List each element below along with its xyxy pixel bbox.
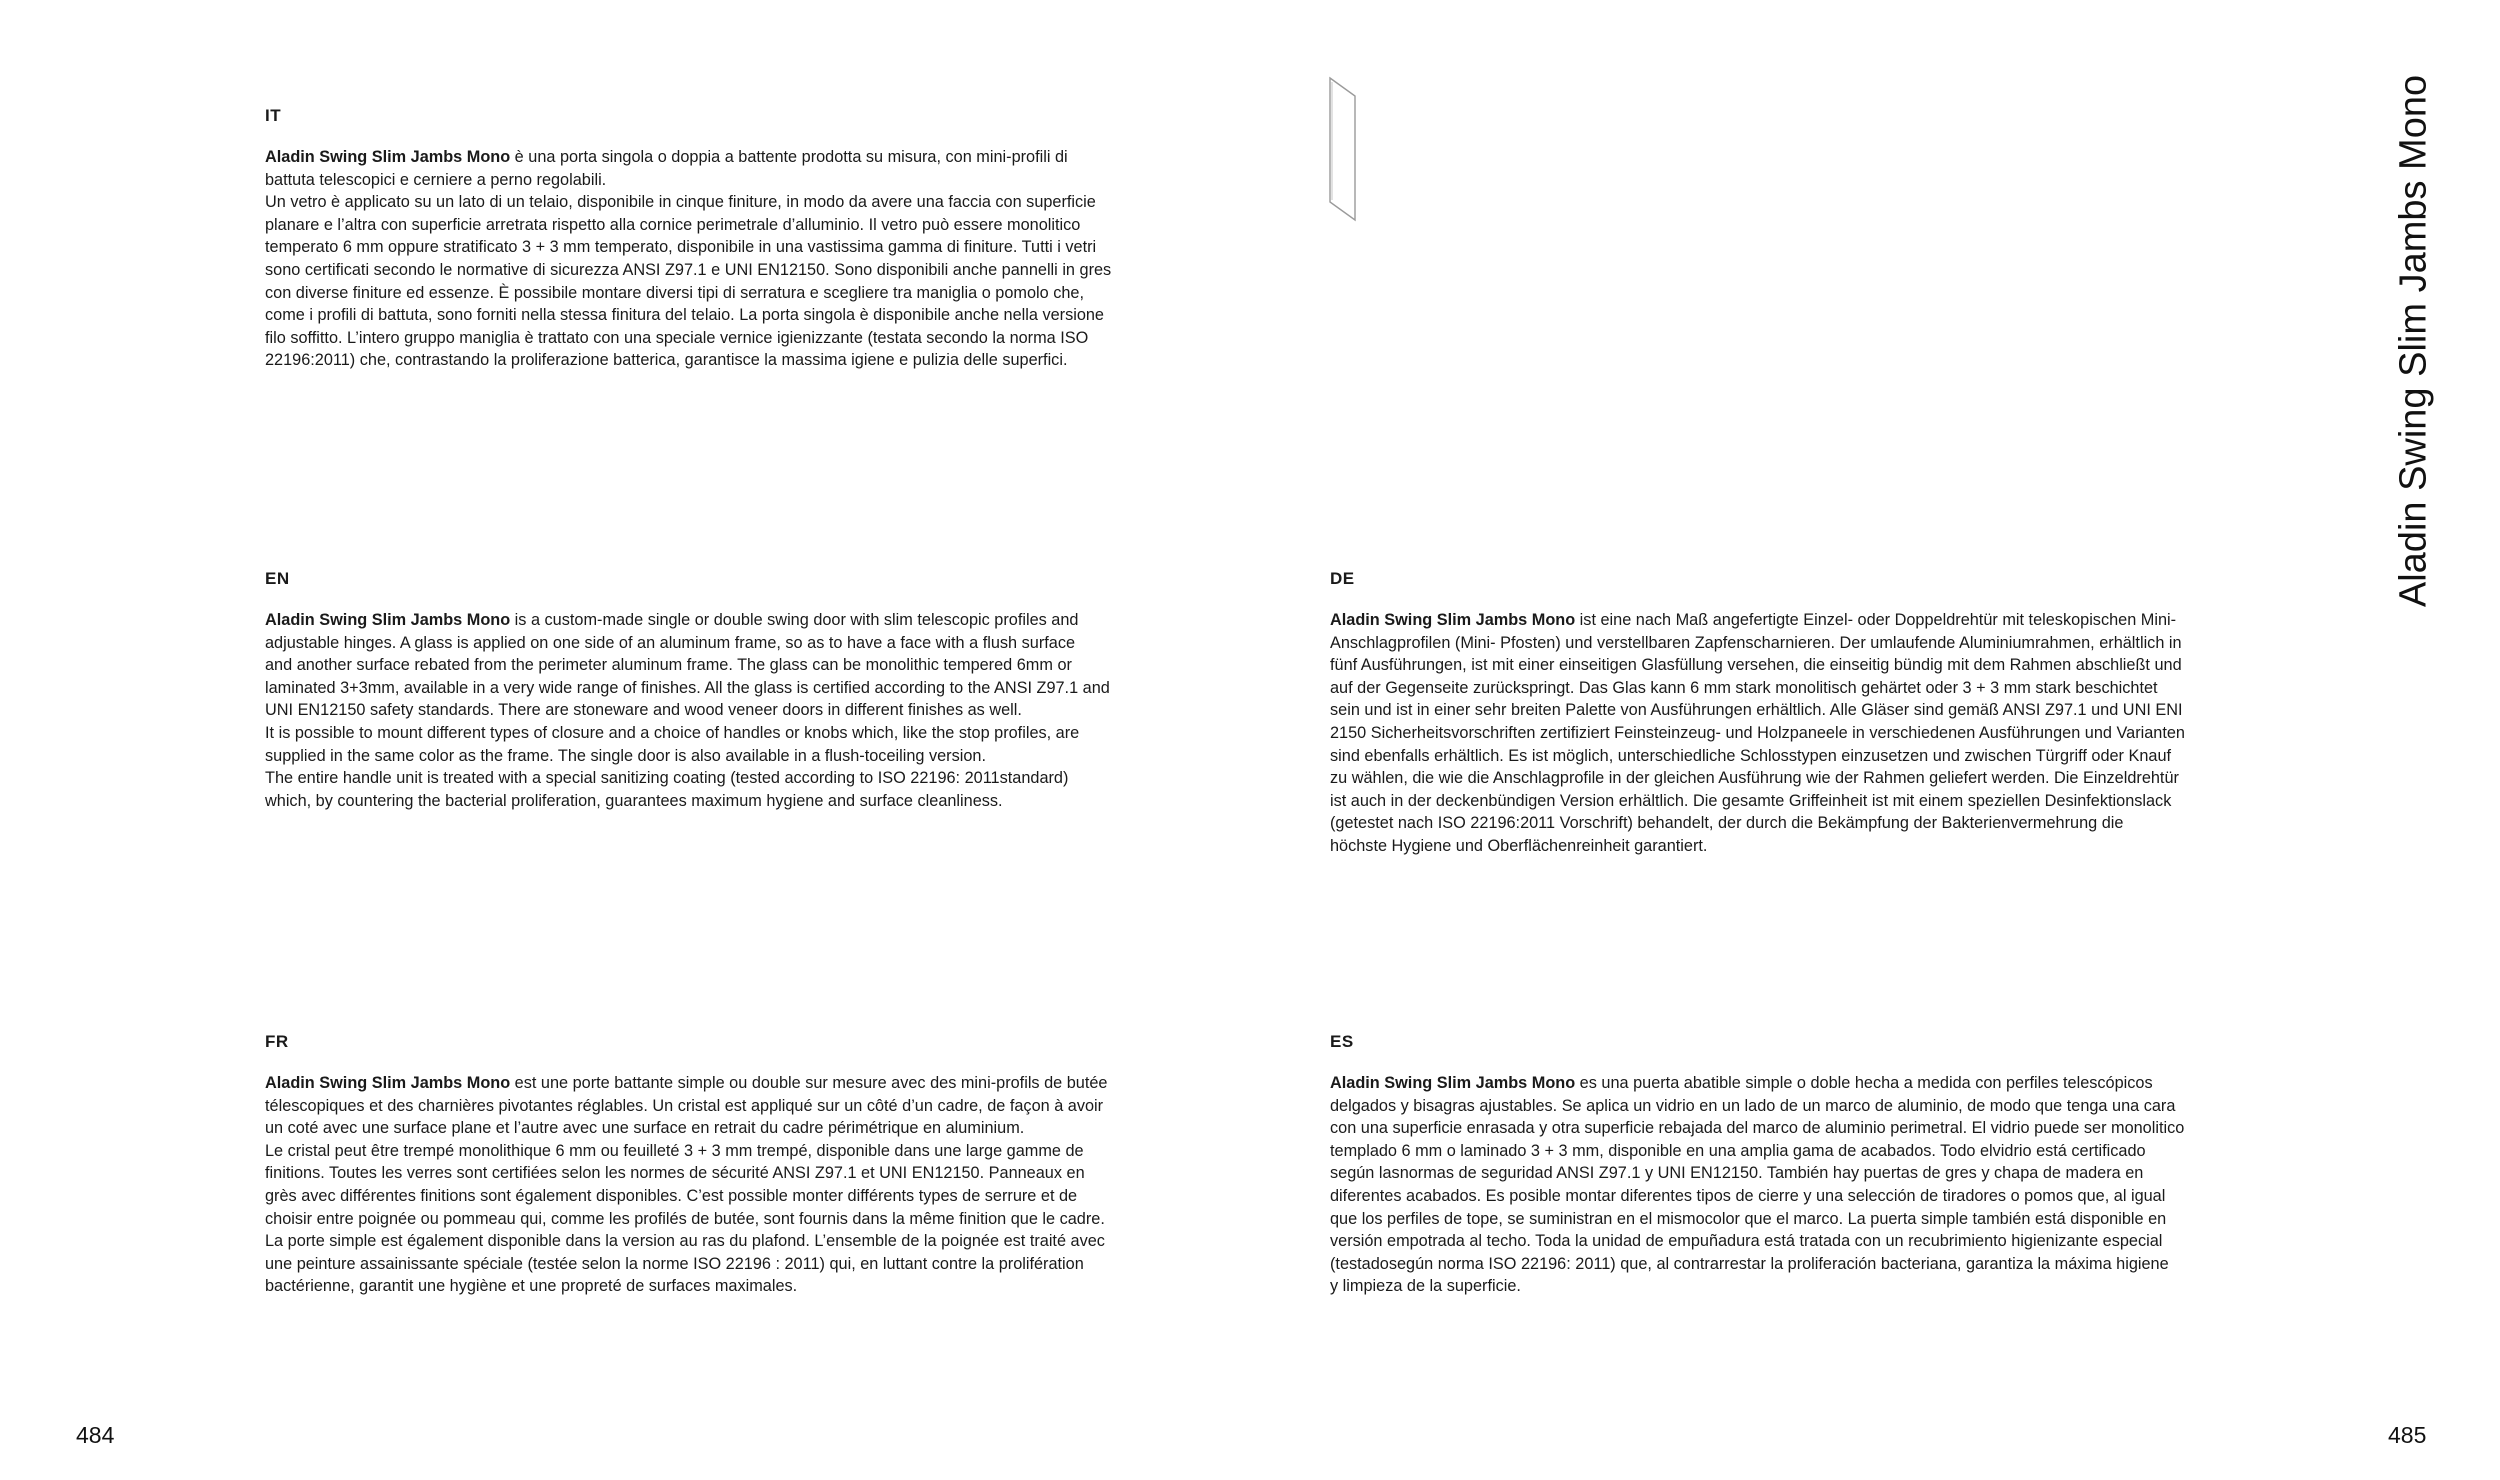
section-french	[265, 1032, 1180, 1298]
section-english	[265, 569, 1180, 812]
page-number-left: 484	[76, 1422, 115, 1448]
section-body	[265, 609, 1180, 812]
product-name: Aladin Swing Slim Jambs Mono	[265, 148, 511, 166]
description-text: ist eine nach Maß angefertigte Einzel- oder Doppeldrehtür mit teleskopischen Mini- Anschlagprofilen (Mini- Pfosten) und verstellbaren Zapfenscharnieren. Der umlaufende Aluminiumrahmen, erhältlich in fünf Ausführungen, ist mit einer einseitigen Glasfüllung versehen, die einseitig bündig mit dem Rahmen abschließt und auf der Gegenseite zurückspringt. Das Glas kann 6 mm stark monolitisch gehärtet oder 3 + 3 mm stark beschichtet sein und ist in einer sehr breiten Palette von Ausführungen erhältlich. Alle Gläser sind gemäß ANSI Z97.1 und UNI ENI 2150 Sicherheitsvorschriften zertifiziert Feinsteinzeug- und Holzpaneele in verschiedenen Ausführungen und Varianten sind ebenfalls erhältlich. Es ist möglich, unterschiedliche Schlosstypen einzusetzen und zwischen Türgriff oder Knauf zu wählen, die wie die Anschlagprofile in der gleichen Ausführung wie der Rahmen geliefert werden. Die Einzeldrehtür ist auch in der deckenbündigen Version erhältlich. Die gesamte Griffeinheit ist mit einem speziellen Desinfektionslack (getestet nach ISO 22196:2011 Vorschrift) behandelt, der durch die Bekämpfung der Bakterienvermehrung die höchste Hygiene und Oberflächenreinheit garantiert.	[1330, 611, 2185, 855]
section-body	[1330, 1072, 2245, 1298]
product-name: Aladin Swing Slim Jambs Mono	[1330, 1074, 1576, 1092]
door-sketch-icon	[1325, 74, 1365, 224]
language-heading: EN	[265, 569, 290, 588]
description-text: est une porte battante simple ou double sur mesure avec des mini-profils de butée télescopiques et des charnières pivotantes réglables. Un cristal est appliqué sur un côté d’un cadre, de façon à avoir un coté avec une surface plane et l’autre avec une surface en retrait du cadre périmétrique en aluminium. Le cristal peut être trempé monolithique 6 mm ou feuilleté 3 + 3 mm trempé, disponible dans une large gamme de finitions. Toutes les verres sont certifiées selon les normes de sécurité ANSI Z97.1 et UNI EN12150. Panneaux en grès avec différentes finitions sont également disponibles. C’est possible monter différents types de serrure et de choisir entre poignée ou pommeau qui, comme les profilés de butée, sont fournis dans la même finition que le cadre. La porte simple est également disponible dans la version au ras du plafond. L’ensemble de la poignée est traité avec une peinture assainissante spéciale (testée selon la norme ISO 22196 : 2011) qui, en luttant contre la prolifération bactérienne, garantit une hygiène et une propreté de surfaces maximales.	[265, 1074, 1108, 1296]
description-text: is a custom-made single or double swing door with slim telescopic profiles and adjustable hinges. A glass is applied on one side of an aluminum frame, so as to have a face with a flush surface and another surface rebated from the perimeter aluminum frame. The glass can be monolithic tempered 6mm or laminated 3+3mm, available in a very wide range of finishes. All the glass is certified according to the ANSI Z97.1 and UNI EN12150 safety standards. There are stoneware and wood veneer doors in different finishes as well. It is possible to mount different types of closure and a choice of handles or knobs which, like the stop profiles, are supplied in the same color as the frame. The single door is also available in a flush-toceiling version. The entire handle unit is treated with a special sanitizing coating (tested according to ISO 22196: 2011standard) which, by countering the bacterial proliferation, guarantees maximum hygiene and surface cleanliness.	[265, 611, 1110, 810]
language-heading: DE	[1330, 569, 1355, 588]
product-name: Aladin Swing Slim Jambs Mono	[265, 1074, 511, 1092]
vertical-title-text: Aladin Swing Slim Jambs Mono	[2392, 74, 2435, 608]
vertical-product-title	[2384, 76, 2444, 606]
language-heading: FR	[265, 1032, 289, 1051]
section-body	[265, 1072, 1180, 1298]
section-spanish	[1330, 1032, 2245, 1298]
product-name: Aladin Swing Slim Jambs Mono	[1330, 611, 1576, 629]
page-number-right: 485	[2388, 1422, 2427, 1448]
section-body	[265, 146, 1180, 372]
section-body	[1330, 609, 2245, 858]
section-german	[1330, 569, 2245, 858]
description-text: è una porta singola o doppia a battente prodotta su misura, con mini-profili di battuta telescopici e cerniere a perno regolabili. Un vetro è applicato su un lato di un telaio, disponibile in cinque finiture, in modo da avere una faccia con superficie planare e l’altra con superficie arretrata rispetto alla cornice perimetrale d’alluminio. Il vetro può essere monolitico temperato 6 mm oppure stratificato 3 + 3 mm temperato, disponibile in una vastissima gamma di finiture. Tutti i vetri sono certificati secondo le normative di sicurezza ANSI Z97.1 e UNI EN12150. Sono disponibili anche pannelli in gres con diverse finiture ed essenze. È possibile montare diversi tipi di serratura e scegliere tra maniglia o pomolo che, come i profili di battuta, sono forniti nella stessa finitura del telaio. La porta singola è disponibile anche nella versione filo soffitto. L’intero gruppo maniglia è trattato con una speciale vernice igienizzante (testata secondo la norma ISO 22196:2011) che, contrastando la proliferazione batterica, garantisce la massima igiene e pulizia delle superfici.	[265, 148, 1112, 370]
language-heading: IT	[265, 106, 282, 125]
product-name: Aladin Swing Slim Jambs Mono	[265, 611, 511, 629]
language-heading: ES	[1330, 1032, 1354, 1051]
section-italian	[265, 106, 1180, 372]
description-text: es una puerta abatible simple o doble hecha a medida con perfiles telescópicos delgados y bisagras ajustables. Se aplica un vidrio en un lado de un marco de aluminio, de modo que tenga una cara con una superficie enrasada y otra superficie rebajada del marco de aluminio perimetral. El vidrio puede ser monolitico templado 6 mm o laminado 3 + 3 mm, disponible en una amplia gama de acabados. Todo elvidrio está certificado según lasnormas de seguridad ANSI Z97.1 y UNI EN12150. También hay puertas de gres y chapa de madera en diferentes acabados. Es posible montar diferentes tipos de cierre y una selección de tiradores o pomos que, al igual que los perfiles de tope, se suministran en el mismocolor que el marco. La puerta simple también está disponible en versión empotrada al techo. Toda la unidad de empuñadura está tratada con un recubrimiento higienizante especial (testadosegún norma ISO 22196: 2011) que, al contrarrestar la proliferación bacteriana, garantiza la máxima higiene y limpieza de la superficie.	[1330, 1074, 2185, 1296]
